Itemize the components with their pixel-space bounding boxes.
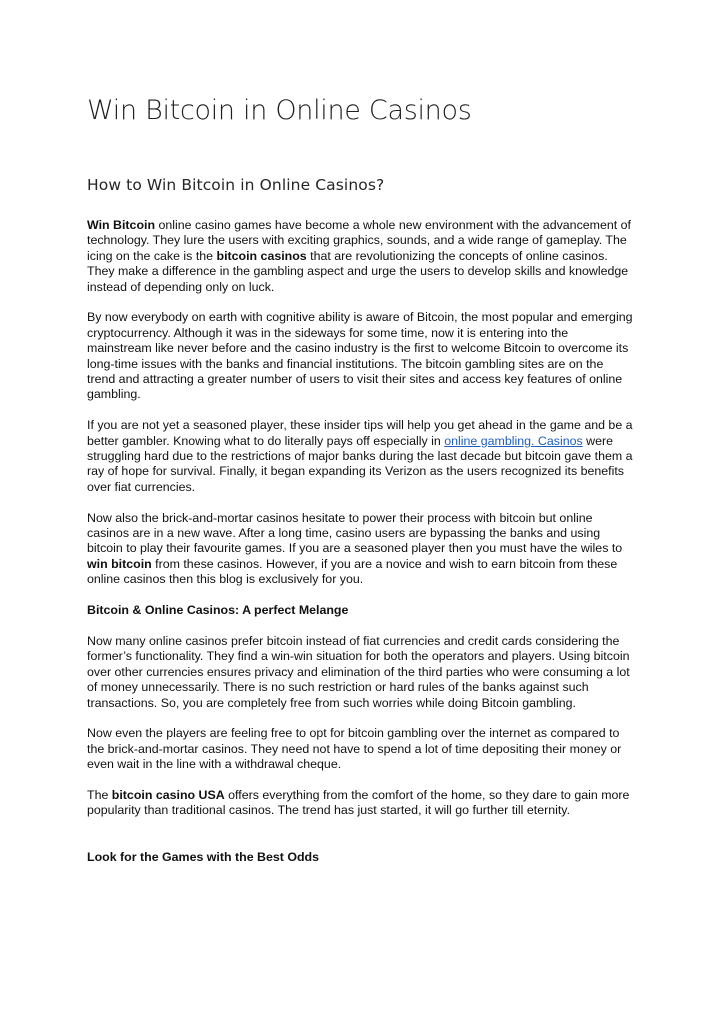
page-subtitle: How to Win Bitcoin in Online Casinos? — [87, 176, 385, 194]
page-title: Win Bitcoin in Online Casinos — [87, 95, 472, 126]
paragraph-text: from these casinos. However, if you are a novice and wish to earn bitcoin from these online casinos then this blog is exclusively for you. — [87, 556, 618, 587]
paragraph-bitcoin-awareness: By now everybody on earth with cognitive ability is aware of Bitcoin, the most popular and emerging cryptocurrency. Although it was in the sideways for some time, now it is entering into the mainstream like never before and the casino industry is the first to welcome Bitcoin to overcome its long-time issues with the banks and financial institutions. The bitcoin gambling sites are on the trend and attracting a greater number of users to visit their sites and access key features of online gambling. — [87, 310, 633, 402]
paragraph-intro — [87, 218, 635, 295]
paragraph-bitcoin-casino-usa — [87, 788, 635, 819]
paragraph-text: offers everything from the comfort of the home, so they dare to gain more popularity than traditional casinos. The trend has just started, it will go further till eternity. — [87, 787, 630, 818]
paragraph-text: were struggling hard due to the restrictions of major banks during the last decade but bitcoin gave them a ray of hope for survival. Finally, it began expanding its Verizon as the users recognized its benefits over fiat currencies. — [87, 433, 633, 494]
paragraph-insider-tips — [87, 418, 635, 495]
bold-bitcoin-casinos: bitcoin casinos — [216, 248, 307, 263]
paragraph-players-free: Now even the players are feeling free to opt for bitcoin gambling over the internet as compared to the brick-and-mortar casinos. They need not have to spend a lot of time depositing their money or even wait in the line with a withdrawal cheque. — [87, 726, 622, 772]
paragraph-text: online casino games have become a whole new environment with the advancement of technology. They lure the users with exciting graphics, sounds, and a wide range of gameplay. The icing on the cake is the — [87, 218, 631, 263]
section-heading-best-odds: Look for the Games with the Best Odds — [87, 849, 320, 864]
paragraph-text: The — [87, 787, 112, 802]
paragraph-fiat-currencies: Now many online casinos prefer bitcoin instead of fiat currencies and credit cards considering the former’s functionality. They find a win-win situation for both the operators and players. Using bitcoin over other currencies ensures privacy and elimination of the third parties who were consuming a lot of money unnecessarily. There is no such restriction or hard rules of the banks against such transactions. So, you are completely free from such worries while doing Bitcoin gambling. — [87, 633, 630, 710]
bold-win-bitcoin: Win Bitcoin — [87, 218, 156, 232]
paragraph-brick-and-mortar — [87, 511, 635, 588]
paragraph-text: If you are not yet a seasoned player, these insider tips will help you get ahead in the game and be a better gambler. Knowing what to do literally pays off especially in — [87, 418, 633, 448]
bold-win-bitcoin-2: win bitcoin — [87, 556, 152, 571]
online-gambling-casinos-link[interactable]: online gambling. Casinos — [444, 433, 583, 448]
bold-bitcoin-casino-usa: bitcoin casino USA — [111, 787, 225, 802]
paragraph-text: that are revolutionizing the concepts of online casinos. They make a difference in the gambling aspect and urge the users to develop skills and knowledge instead of depending only on luck. — [87, 248, 629, 294]
article-body — [87, 218, 635, 880]
section-heading-melange: Bitcoin & Online Casinos: A perfect Melange — [87, 603, 349, 618]
paragraph-text: Now also the brick-and-mortar casinos hesitate to power their process with bitcoin but online casinos are in a new wave. After a long time, casino users are bypassing the banks and using bitcoin to play their favourite games. If you are a seasoned player then you must have the wiles to — [87, 510, 623, 556]
